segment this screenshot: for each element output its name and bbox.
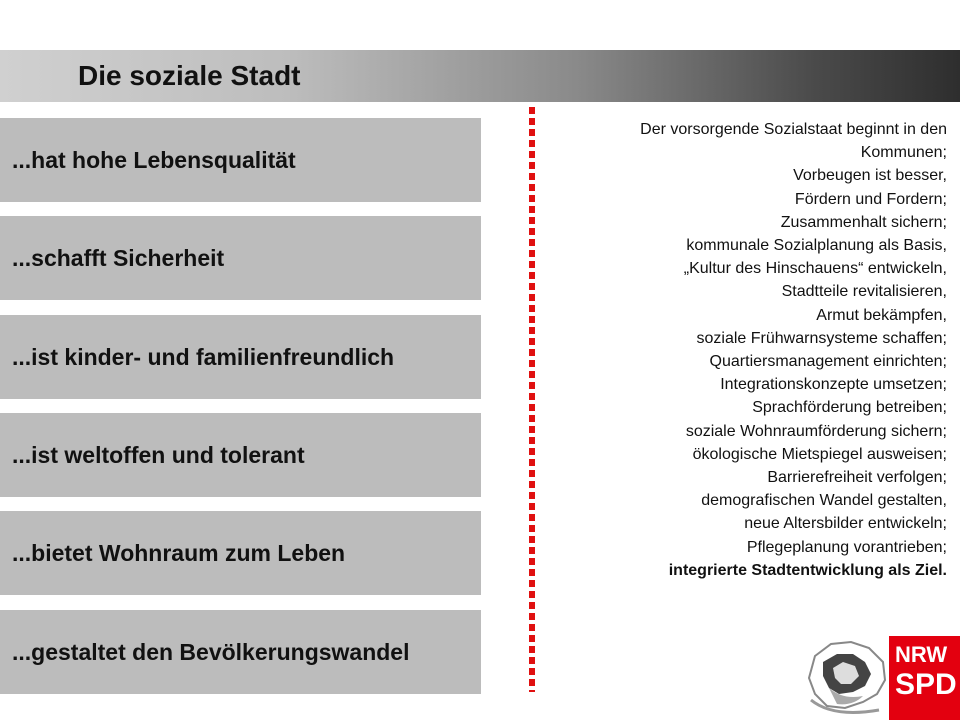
topic-box-6: [0, 610, 481, 694]
text-line: „Kultur des Hinschauens“ entwickeln,: [683, 260, 947, 278]
text-line: Quartiersmanagement einrichten;: [709, 353, 947, 371]
text-line: Fördern und Fordern;: [794, 190, 947, 208]
text-line: demografischen Wandel gestalten,: [701, 492, 947, 510]
text-line: Kommunen;: [860, 144, 947, 162]
text-line: Vorbeugen ist besser,: [793, 167, 947, 185]
text-line: Der vorsorgende Sozialstaat beginnt in den: [640, 121, 947, 138]
topic-box-1: [0, 118, 481, 202]
text-line: Stadtteile revitalisieren,: [781, 283, 947, 301]
nrw-spd-logo: [793, 628, 960, 720]
topic-label: ...schafft Sicherheit: [12, 244, 225, 271]
logo-text-nrw: NRW: [895, 642, 948, 667]
topic-label: ...bietet Wohnraum zum Leben: [12, 539, 346, 566]
text-line: Integrationskonzepte umsetzen;: [720, 376, 947, 394]
page-title: Die soziale Stadt: [78, 60, 301, 91]
text-line: Zusammenhalt sichern;: [780, 213, 947, 231]
topic-box-5: [0, 511, 481, 595]
policy-text-list: [540, 118, 947, 582]
topic-label: ...gestaltet den Bevölkerungswandel: [12, 638, 410, 665]
topic-box-3: [0, 315, 481, 399]
text-line: Armut bekämpfen,: [816, 306, 947, 324]
title-bar: [0, 50, 960, 102]
dotted-divider: [529, 107, 535, 692]
text-line: kommunale Sozialplanung als Basis,: [686, 237, 947, 255]
text-line: neue Altersbilder entwickeln;: [744, 515, 947, 533]
text-line: Sprachförderung betreiben;: [752, 399, 947, 417]
topic-label: ...ist weltoffen und tolerant: [12, 441, 305, 468]
text-line: soziale Frühwarnsysteme schaffen;: [696, 329, 947, 347]
topic-label: ...hat hohe Lebensqualität: [12, 146, 296, 173]
logo-text-spd: SPD: [895, 668, 957, 701]
text-line-conclusion: integrierte Stadtentwicklung als Ziel.: [668, 561, 947, 579]
text-line: Pflegeplanung vorantrieben;: [746, 538, 947, 556]
topic-box-4: [0, 413, 481, 497]
topic-box-2: [0, 216, 481, 300]
text-line: Barrierefreiheit verfolgen;: [767, 469, 947, 487]
topic-label: ...ist kinder- und familienfreundlich: [12, 343, 395, 370]
text-line: soziale Wohnraumförderung sichern;: [685, 422, 947, 440]
text-line: ökologische Mietspiegel ausweisen;: [692, 445, 947, 463]
